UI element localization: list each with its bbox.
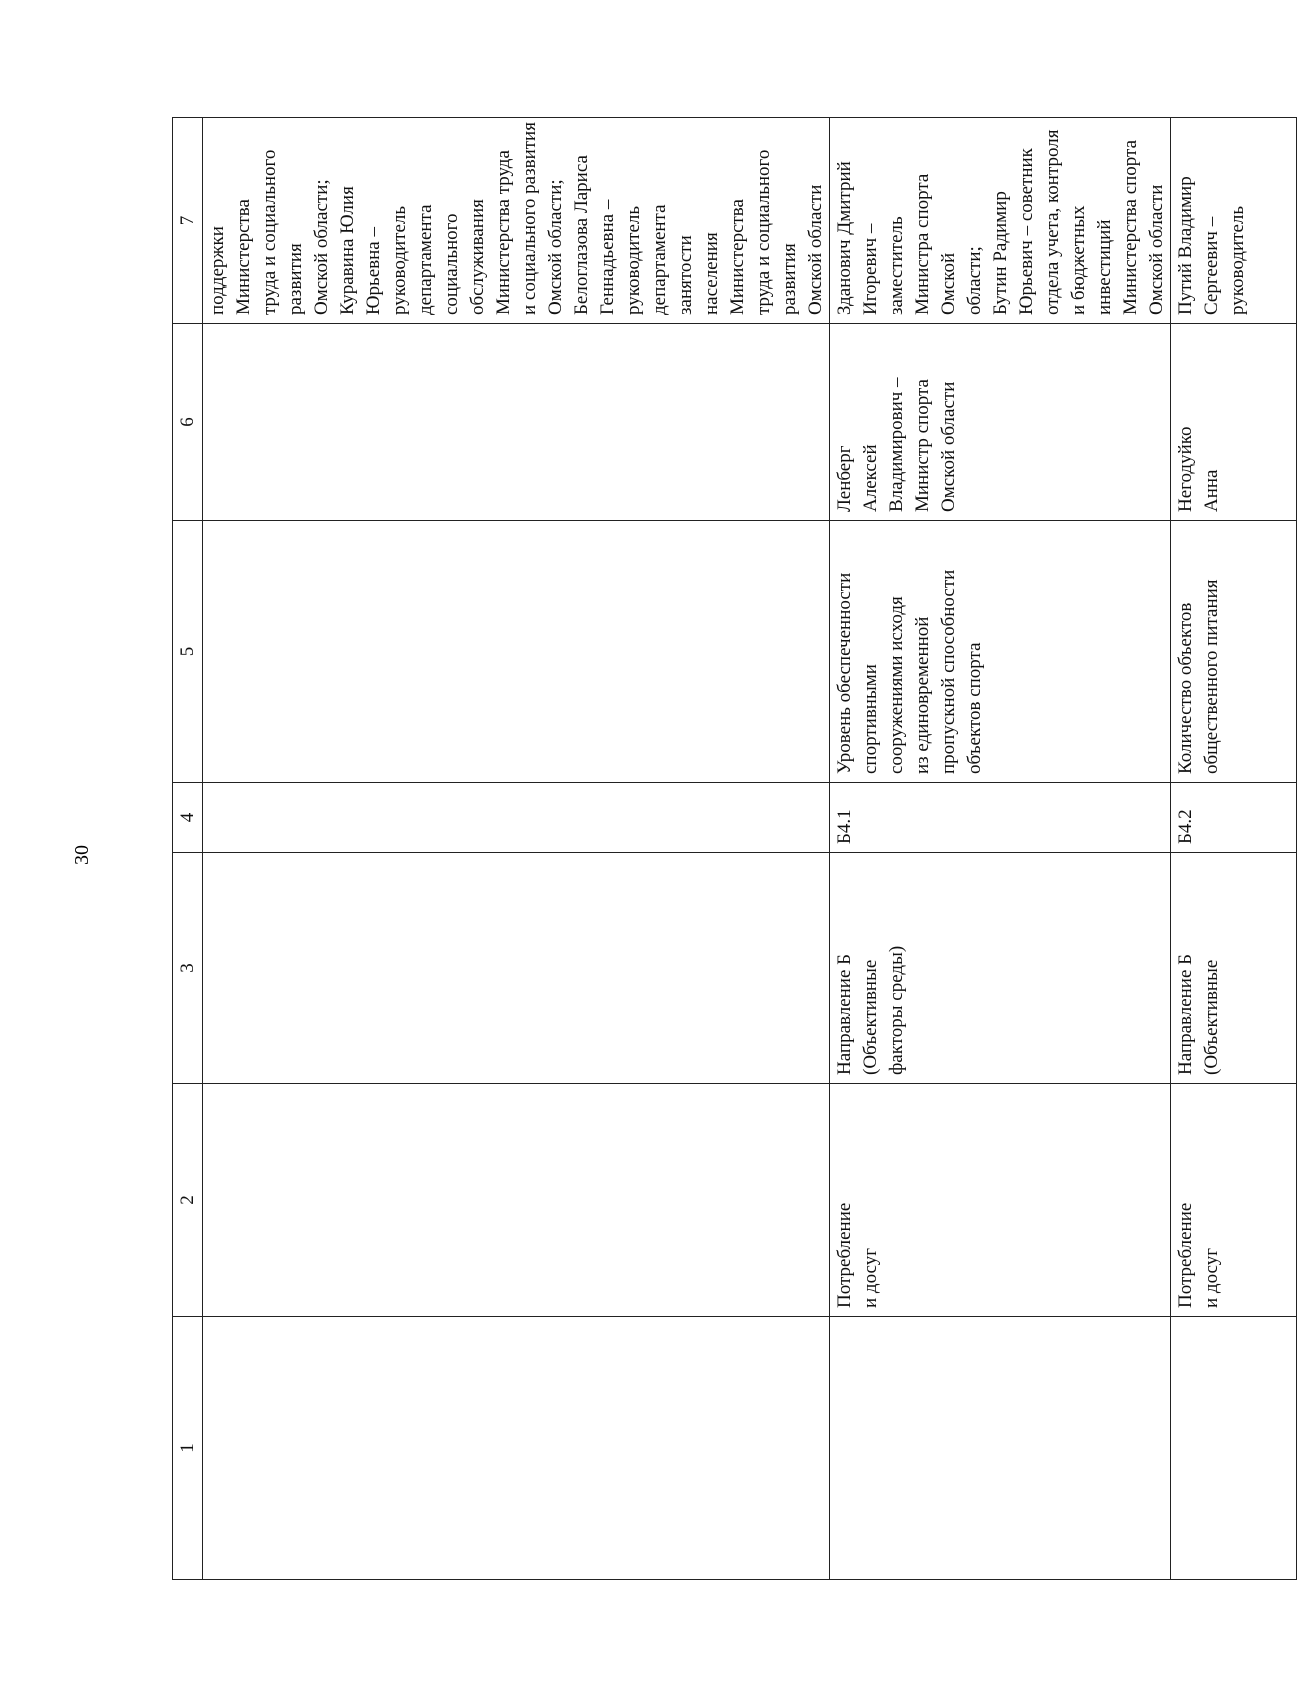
cell-col-6: Ленберг Алексей Владимирович – Министр спорта Омской области <box>830 324 1171 521</box>
table-row <box>830 118 1171 1580</box>
cell-col-7: Путий Владимир Сергеевич – руководитель <box>1171 118 1297 324</box>
cell-col-6 <box>203 324 830 521</box>
indicators-table <box>172 117 1297 1580</box>
cell-col-3 <box>203 853 830 1084</box>
header-col-2: 2 <box>173 1084 203 1317</box>
header-col-4: 4 <box>173 783 203 853</box>
header-col-6: 6 <box>173 324 203 521</box>
header-col-3: 3 <box>173 853 203 1084</box>
cell-col-7: поддержки Министерства труда и социального развития Омской области; Куравина Юлия Юрьевна – руководитель департамента социального обслуживания Министерства труда и социального развития Омской области; Белоглазова Лариса Геннадьевна – руководитель департамента занятости населения Министерства труда и социального развития Омской области <box>203 118 830 324</box>
cell-col-1 <box>830 1317 1171 1580</box>
cell-col-5: Количество объектов общественного питания <box>1171 521 1297 783</box>
cell-col-1 <box>203 1317 830 1580</box>
table-row <box>1171 118 1297 1580</box>
cell-col-7: Зданович Дмитрий Игоревич – заместитель Министра спорта Омской области; Бутин Радимир Юрьевич – советник отдела учета, контроля и бюджетных инвестиций Министерства спорта Омской области <box>830 118 1171 324</box>
cell-col-5: Уровень обеспеченности спортивными сооружениями исходя из единовременной пропускной способности объектов спорта <box>830 521 1171 783</box>
cell-col-6: Негодуйко Анна <box>1171 324 1297 521</box>
cell-col-5 <box>203 521 830 783</box>
cell-col-3: Направление Б (Объективные <box>1171 853 1297 1084</box>
cell-col-1 <box>1171 1317 1297 1580</box>
header-col-7: 7 <box>173 118 203 324</box>
cell-col-4: Б4.1 <box>830 783 1171 853</box>
table-row <box>203 118 830 1580</box>
rotated-table-container <box>172 118 1248 1580</box>
table-header-row <box>173 118 203 1580</box>
header-col-5: 5 <box>173 521 203 783</box>
cell-col-2: Потребление и досуг <box>1171 1084 1297 1317</box>
cell-col-3: Направление Б (Объективные факторы среды) <box>830 853 1171 1084</box>
page-number: 30 <box>71 845 93 865</box>
header-col-1: 1 <box>173 1317 203 1580</box>
cell-col-4 <box>203 783 830 853</box>
cell-col-4: Б4.2 <box>1171 783 1297 853</box>
cell-col-2: Потребление и досуг <box>830 1084 1171 1317</box>
cell-col-2 <box>203 1084 830 1317</box>
